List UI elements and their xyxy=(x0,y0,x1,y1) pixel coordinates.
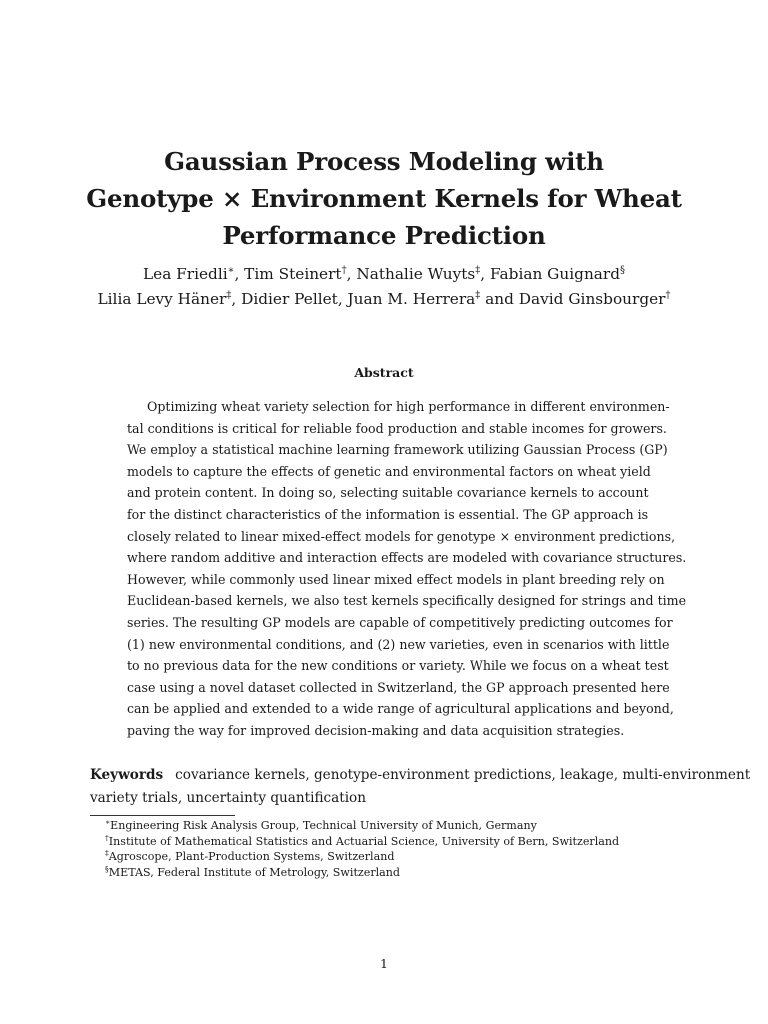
author-separator: , xyxy=(337,290,348,308)
abstract-line: However, while commonly used linear mixed effect models in plant breeding rely on xyxy=(127,571,665,587)
title-line: Genotype × Environment Kernels for Wheat xyxy=(86,184,682,213)
footnote-text: Institute of Mathematical Statistics and Actuarial Science, University of Bern, Switzerland xyxy=(108,834,620,848)
footnote xyxy=(105,849,619,865)
author-name: Didier Pellet xyxy=(241,290,338,308)
abstract-line: series. The resulting GP models are capable of competitively predicting outcomes for xyxy=(127,614,673,630)
footnote-rule xyxy=(90,815,235,816)
footnote-text: Engineering Risk Analysis Group, Technical University of Munich, Germany xyxy=(110,819,537,832)
author-name: Lilia Levy Häner xyxy=(97,290,227,308)
affiliation-mark: ‡ xyxy=(475,289,481,301)
author-separator: , xyxy=(234,265,245,283)
affiliation-mark: ‡ xyxy=(226,289,232,301)
footnote xyxy=(105,818,619,834)
author-name: Lea Friedli xyxy=(142,265,228,283)
title-line: Gaussian Process Modeling with xyxy=(164,147,604,176)
abstract-line: for the distinct characteristics of the information is essential. The GP approach is xyxy=(127,506,649,522)
abstract-line: to no previous data for the new conditions or variety. While we focus on a wheat test xyxy=(127,658,669,674)
footnote xyxy=(105,834,619,850)
abstract-line: Euclidean-based kernels, we also test kernels specifically designed for strings and time xyxy=(127,593,687,609)
abstract-line: We employ a statistical machine learning framework utilizing Gaussian Process (GP) xyxy=(127,442,668,458)
author-name: Fabian Guignard xyxy=(489,265,621,283)
footnote-text: METAS, Federal Institute of Metrology, Switzerland xyxy=(108,865,401,879)
abstract-body xyxy=(127,396,687,742)
footnotes xyxy=(105,818,619,880)
abstract-line: tal conditions is critical for reliable food production and stable incomes for growers. xyxy=(127,420,667,436)
footnote-mark: ‡ xyxy=(105,848,109,858)
keywords-line xyxy=(90,764,751,787)
author-separator: , xyxy=(480,265,490,283)
title-line: Performance Prediction xyxy=(222,221,546,250)
author-separator: and xyxy=(480,290,519,308)
keywords-text: variety trials, uncertainty quantification xyxy=(90,790,366,806)
abstract-line: Optimizing wheat variety selection for high performance in different environmen- xyxy=(147,399,670,414)
keywords-section xyxy=(90,764,751,810)
abstract-line: where random additive and interaction effects are modeled with covariance structures. xyxy=(127,550,687,566)
abstract-line: case using a novel dataset collected in Switzerland, the GP approach presented here xyxy=(127,679,670,695)
keywords-label: Keywords xyxy=(90,767,164,783)
abstract-line: can be applied and extended to a wide range of agricultural applications and beyond, xyxy=(127,701,674,717)
paper-title xyxy=(60,143,708,254)
author-line xyxy=(60,262,708,287)
author-name: Nathalie Wuyts xyxy=(356,265,476,283)
abstract-line: (1) new environmental conditions, and (2) new varieties, even in scenarios with little xyxy=(127,636,670,652)
footnote-mark: † xyxy=(105,832,109,842)
affiliation-mark: † xyxy=(341,264,347,276)
footnote-mark: § xyxy=(105,864,109,874)
author-list xyxy=(60,262,708,312)
abstract-line: closely related to linear mixed-effect models for genotype × environment predictions, xyxy=(127,528,676,544)
affiliation-mark: § xyxy=(620,264,626,276)
footnote xyxy=(105,865,619,881)
author-line xyxy=(60,287,708,312)
affiliation-mark: ∗ xyxy=(227,264,235,276)
keywords-text: covariance kernels, genotype-environment predictions, leakage, multi-environment xyxy=(175,767,751,783)
affiliation-mark: ‡ xyxy=(475,264,481,276)
abstract-line: paving the way for improved decision-making and data acquisition strategies. xyxy=(127,722,625,738)
author-name: Tim Steinert xyxy=(244,265,342,283)
abstract-line: and protein content. In doing so, selecting suitable covariance kernels to account xyxy=(127,485,649,501)
author-name: David Ginsbourger xyxy=(518,290,666,308)
footnote-mark: ∗ xyxy=(105,817,111,827)
footnote-text: Agroscope, Plant-Production Systems, Switzerland xyxy=(108,850,395,864)
affiliation-mark: † xyxy=(665,289,671,301)
author-name: Juan M. Herrera xyxy=(347,290,476,308)
author-separator: , xyxy=(346,265,357,283)
author-separator: , xyxy=(231,290,242,308)
abstract-line: models to capture the effects of genetic and environmental factors on wheat yield xyxy=(127,463,651,479)
abstract-heading: Abstract xyxy=(354,365,414,380)
page-number: 1 xyxy=(380,956,388,971)
